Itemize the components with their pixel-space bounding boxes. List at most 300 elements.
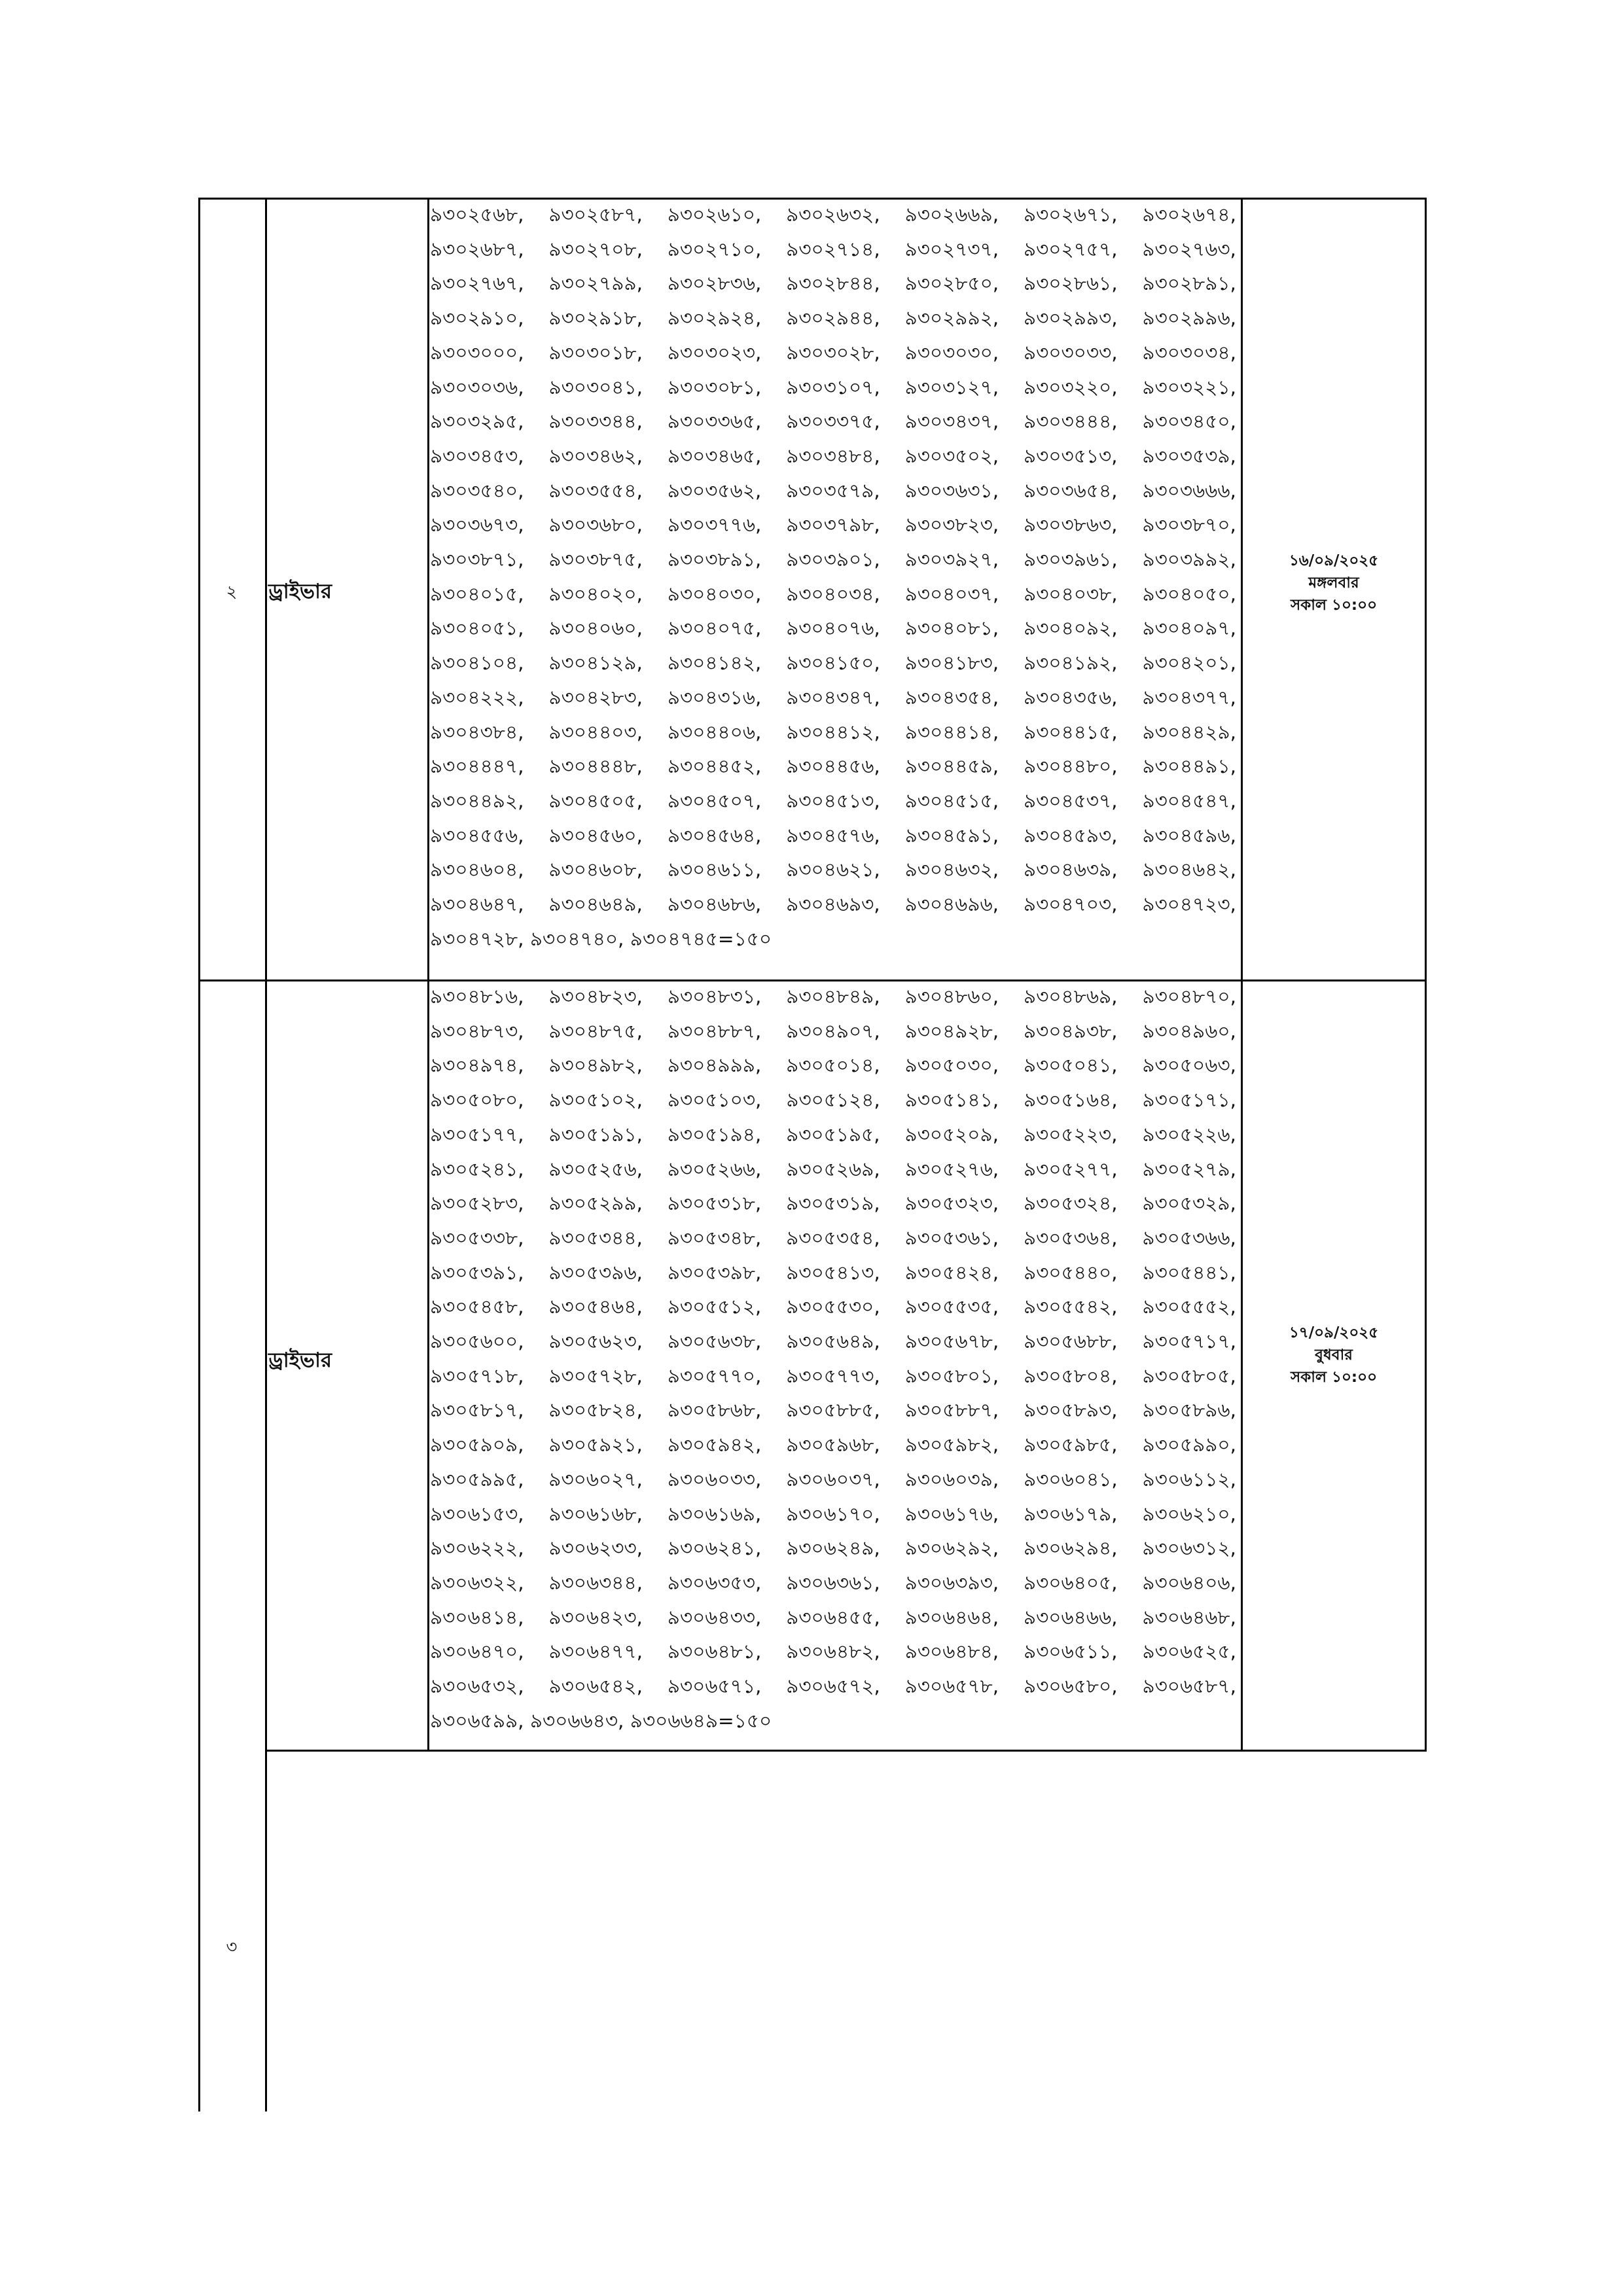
roll-number: ৯৩০২৫৬৮, [430,203,524,226]
roll-number: ৯৩০৪৬০৮, [548,858,643,881]
roll-number: ৯৩০৩২২০, [1023,376,1118,398]
roll-line [430,1669,1236,1704]
roll-number: ৯৩০৫১২৪, [786,1089,880,1112]
roll-number: ৯৩০৬৪৮২, [786,1640,880,1663]
roll-number: ৯৩০৫৩২৯, [1142,1192,1236,1215]
roll-number: ৯৩০২৬৩২, [786,203,880,226]
roll-number: ৯৩০৬৫৯৯, ৯৩০৬৬৪৩, ৯৩০৬৬৪৯=১৫০ [430,1709,772,1732]
roll-number: ৯৩০৪০৫০, [1142,582,1236,605]
table-column-divider-serial [265,198,267,2111]
post-name: ড্রাইভার [268,580,332,603]
roll-number: ৯৩০৪০৩৪, [786,582,880,605]
roll-number: ৯৩০৩৮৭৫, [548,548,643,571]
roll-number: ৯৩০৫৮৬৮, [667,1399,762,1422]
roll-number: ৯৩০৬৪৬৬, [1023,1606,1118,1629]
roll-number: ৯৩০৩০৩০, [904,341,999,364]
exam-time: সকাল ১০:০০ [1290,1369,1378,1386]
roll-number: ৯৩০৬৪১৪, [430,1606,524,1629]
roll-line [430,266,1236,301]
roll-line [430,404,1236,439]
roll-number: ৯৩০৩০২৩, [667,341,762,364]
roll-line [430,646,1236,680]
roll-number: ৯৩০২৬৭৪, [1142,203,1236,226]
roll-line [430,301,1236,336]
roll-number: ৯৩০২৭৯৯, [548,272,643,295]
roll-number: ৯৩০৫৩৬৬, [1142,1226,1236,1249]
post-name: ড্রাইভার [268,1349,332,1372]
roll-number: ৯৩০৬৫১১, [1024,1640,1118,1663]
roll-number: ৯৩০২৭৬৩, [1142,238,1236,260]
roll-number: ৯৩০২৯৯২, [904,307,999,330]
roll-number: ৯৩০৪১৫০, [786,652,880,675]
roll-line [430,1014,1236,1049]
roll-line [430,1152,1236,1187]
roll-number: ৯৩০৫৯০৯, [430,1434,524,1457]
roll-number: ৯৩০৫৭১৭, [1142,1330,1236,1353]
roll-number: ৯৩০৬৪৮৪, [904,1640,999,1663]
roll-line [430,577,1236,612]
roll-number: ৯৩০৫৯৬৮, [786,1434,880,1457]
roll-number: ৯৩০৫৩৪৪, [548,1226,643,1249]
roll-number: ৯৩০৫৩৯৬, [548,1261,643,1284]
roll-number: ৯৩০৫১৯১, [548,1123,643,1146]
roll-number: ৯৩০৪৩৪৭, [786,686,880,709]
roll-number: ৯৩০৪৪৫৬, [786,755,880,778]
roll-number: ৯৩০৫২৮৩, [430,1192,524,1215]
roll-number: ৯৩০৩৫১৩, [1024,444,1118,467]
roll-number: ৯৩০৪৫০৫, [548,789,643,812]
roll-number: ৯৩০৩৩৬৫, [667,410,762,433]
roll-number: ৯৩০৪৯০৭, [786,1019,880,1042]
roll-number: ৯৩০৩০১৮, [548,341,643,364]
roll-number: ৯৩০২৮৯১, [1142,272,1236,295]
roll-number: ৯৩০৩৬৭৩, [430,514,524,537]
roll-number: ৯৩০৫৯৮২, [904,1434,999,1457]
roll-number: ৯৩০২৭০৮, [548,238,643,260]
roll-number: ৯৩০৫৪৬৪, [548,1296,643,1318]
roll-number: ৯৩০৩০৪১, [548,376,643,398]
roll-number: ৯৩০৪৪৪৭, [430,755,524,778]
roll-number: ৯৩০৪৩৮৪, [430,720,524,743]
roll-line [430,715,1236,750]
roll-number: ৯৩০৫৩৯১, [430,1261,524,1284]
roll-number: ৯৩০৬০৩৩, [667,1468,762,1491]
roll-number: ৯৩০২৬১০, [667,203,762,226]
roll-number: ৯৩০৪৪৯২, [430,789,524,812]
roll-number: ৯৩০৪০৮১, [904,617,999,640]
serial-number: ৩ [226,1937,238,1957]
roll-number: ৯৩০৫২০৯, [904,1123,999,1146]
roll-number: ৯৩০৬২৪৯, [786,1537,880,1560]
roll-number: ৯৩০৩০৩৪, [1142,341,1236,364]
roll-line [430,1221,1236,1256]
roll-number: ৯৩০৬৫৭২, [786,1675,880,1698]
roll-number: ৯৩০৪৭২৮, ৯৩০৪৭৪০, ৯৩০৪৭৪৫=১৫০ [430,927,772,950]
roll-number: ৯৩০৩৩৪৪, [548,410,643,433]
roll-line [430,1290,1236,1324]
roll-number: ৯৩০৪৪০৩, [548,720,643,743]
roll-number: ৯৩০৫৫৪২, [1024,1296,1118,1318]
roll-number: ৯৩০৪৯২৮, [904,1019,999,1042]
roll-line [430,1497,1236,1532]
roll-number: ৯৩০২৭৬৭, [430,272,524,295]
roll-number: ৯৩০২৬৮৭, [430,238,524,260]
roll-number: ৯৩০৪৯৯৯, [667,1054,762,1077]
roll-number: ৯৩০৬৫৭৮, [904,1675,999,1698]
roll-number: ৯৩০৫৩২৩, [904,1192,999,1215]
roll-number: ৯৩০৫১৬৪, [1024,1089,1118,1112]
roll-number: ৯৩০৫৫৩০, [786,1296,880,1318]
roll-number: ৯৩০৪৮৭৫, [548,1019,643,1042]
roll-number: ৯৩০৪৮৭০, [1142,985,1236,1008]
roll-number: ৯৩০৬৫৪২, [548,1675,643,1698]
roll-number: ৯৩০৪০২০, [548,582,643,605]
exam-time: সকাল ১০:০০ [1290,597,1378,614]
roll-number: ৯৩০৪০৭৫, [667,617,762,640]
roll-number: ৯৩০৫০৩০, [904,1054,999,1077]
roll-number: ৯৩০৪৮৭৩, [430,1019,524,1042]
roll-number: ৯৩০৬১৫৩, [430,1502,524,1525]
roll-number: ৯৩০৫৮৮৫, [786,1399,880,1422]
roll-number: ৯৩০৪৯৮২, [548,1054,643,1077]
roll-number: ৯৩০৪০৫১, [430,617,524,640]
roll-number: ৯৩০৫৬৮৮, [1024,1330,1118,1353]
roll-number: ৯৩০৫২৭৭, [1024,1157,1118,1180]
roll-number: ৯৩০৬২৯২, [904,1537,999,1560]
roll-line [430,819,1236,853]
roll-number: ৯৩০৩৪৬৫, [667,444,762,467]
roll-number: ৯৩০৬৩৫৩, [667,1571,762,1594]
roll-number: ৯৩০৬৪০৬, [1142,1571,1236,1594]
roll-number: ৯৩০৫৪২৪, [904,1261,999,1284]
roll-number: ৯৩০৫৬৭৮, [904,1330,999,1353]
roll-number: ৯৩০৩০৩৬, [430,376,524,398]
roll-number: ৯৩০২৭১০, [667,238,762,260]
roll-line [430,1393,1236,1428]
roll-number: ৯৩০৫৬২৩, [548,1330,643,1353]
roll-number: ৯৩০৫০৮০, [430,1089,524,1112]
roll-number: ৯৩০৫৮৯৬, [1142,1399,1236,1422]
roll-number: ৯৩০৪৪৪৮, [548,755,643,778]
roll-number: ৯৩০৪২৮৩, [548,686,643,709]
roll-line [430,1428,1236,1462]
roll-number: ৯৩০৫৫৩৫, [904,1296,999,1318]
roll-number: ৯৩০৪৮২৩, [548,985,643,1008]
roll-number: ৯৩০৪০৭৬, [786,617,880,640]
roll-number: ৯৩০৪১০৪, [430,652,524,675]
roll-number: ৯৩০২৭৩৭, [904,238,999,260]
roll-number: ৯৩০৩২৯৫, [430,410,524,433]
roll-number: ৯৩০৪৪৫৯, [904,755,999,778]
roll-number: ৯৩০৪১৮৩, [904,652,999,675]
roll-number: ৯৩০৬৩৯৩, [904,1571,999,1594]
roll-number: ৯৩০৬৪৩৩, [667,1606,762,1629]
roll-line [430,922,1236,957]
roll-number: ৯৩০৬০৩৯, [904,1468,999,1491]
roll-number: ৯৩০৪৮৬৯, [1024,985,1118,1008]
roll-number: ৯৩০৫২৯৯, [548,1192,643,1215]
roll-number: ৯৩০৩৯২৭, [904,548,999,571]
roll-number: ৯৩০৪৪১৪, [904,720,999,743]
roll-number: ৯৩০৪০৩৭, [904,582,999,605]
roll-line [430,1083,1236,1118]
roll-number: ৯৩০২৮৫০, [904,272,999,295]
roll-number: ৯৩০৪১৯২, [1024,652,1118,675]
roll-number: ৯৩০৩২২১, [1142,376,1236,398]
roll-line [430,1566,1236,1600]
roll-number: ৯৩০৪৫৬৪, [667,824,762,847]
roll-number: ৯৩০৫৮২৪, [548,1399,643,1422]
roll-line [430,508,1236,542]
roll-number: ৯৩০৩৮৭১, [430,548,524,571]
roll-number: ৯৩০৩৭৯৮, [786,514,880,537]
roll-number: ৯৩০৪৮৪৯, [786,985,880,1008]
roll-number: ৯৩০৫৫১২, [667,1296,762,1318]
roll-number: ৯৩০৩৩৭৫, [786,410,880,433]
roll-number: ৯৩০৪৬১১, [667,858,762,881]
table-column-divider-post [427,198,429,1752]
roll-line [430,1462,1236,1497]
roll-number: ৯৩০৬১৬৮, [548,1502,643,1525]
roll-number: ৯৩০৫৪৫৮, [430,1296,524,1318]
roll-number: ৯৩০৩০০০, [430,341,524,364]
roll-number: ৯৩০৫৪৪০, [1024,1261,1118,1284]
roll-number: ৯৩০৫৩২৪, [1023,1192,1118,1215]
roll-number: ৯৩০৫২৬৯, [786,1157,880,1180]
roll-line [430,370,1236,405]
roll-line [430,1186,1236,1221]
roll-number: ৯৩০২৯৯৬, [1142,307,1236,330]
roll-number: ৯৩০৫০৬৩, [1142,1054,1236,1077]
roll-number: ৯৩০২৭১৪, [786,238,880,260]
roll-line [430,784,1236,819]
roll-number: ৯৩০৬০২৭, [548,1468,643,1491]
roll-number: ৯৩০২৭৫৭, [1023,238,1118,260]
roll-number: ৯৩০৫৮০৫, [1142,1364,1236,1387]
roll-number: ৯৩০৩৫৩৯, [1142,444,1236,467]
roll-number: ৯৩০৪৬৩২, [904,858,999,881]
roll-line [430,439,1236,474]
roll-number: ৯৩০৪৫৫৬, [430,824,524,847]
roll-number: ৯৩০২৯১৮, [548,307,643,330]
roll-number: ৯৩০৫৩৩৮, [430,1226,524,1249]
roll-number: ৯৩০৪১২৯, [548,652,643,675]
roll-number: ৯৩০৫২২৬, [1142,1123,1236,1146]
roll-number: ৯৩০৫৭৭০, [667,1364,762,1387]
roll-number: ৯৩০৪৪১৫, [1024,720,1118,743]
roll-number: ৯৩০৪৯৬০, [1142,1019,1236,1042]
roll-number: ৯৩০৪৭০৩, [1023,893,1118,916]
roll-number: ৯৩০৪৪৯১, [1142,755,1236,778]
roll-number: ৯৩০৪৬৪২, [1142,858,1236,881]
roll-line [430,749,1236,784]
roll-number: ৯৩০৩৫০২, [904,444,999,467]
roll-number: ৯৩০৪৬০৪, [430,858,524,881]
roll-number: ৯৩০৩১২৭, [904,376,999,398]
table-border-right [1425,198,1427,1752]
roll-number: ৯৩০৪৬৮৬, [667,893,762,916]
roll-number: ৯৩০৩৮৬৩, [1023,514,1118,537]
roll-line [430,232,1236,267]
roll-number: ৯৩০৩৯৬১, [1024,548,1118,571]
roll-number: ৯৩০৩৫৪০, [430,479,524,502]
roll-line [430,336,1236,370]
roll-number: ৯৩০৫২৫৬, [548,1157,643,1180]
roll-number: ৯৩০৩৪৫০, [1142,410,1236,433]
roll-line [430,1704,1236,1739]
roll-number: ৯৩০৫৮১৭, [430,1399,524,1422]
roll-number: ৯৩০৫৮০৪, [1024,1364,1118,1387]
roll-number: ৯৩০৪৩৫৪, [904,686,999,709]
roll-number: ৯৩০৩৯০১, [786,548,880,571]
roll-number: ৯৩০৫৩১৮, [667,1192,762,1215]
roll-number: ৯৩০৪৫৭৬, [786,824,880,847]
roll-number: ৯৩০৪৮১৬, [430,985,524,1008]
roll-number: ৯৩০৩৬৩১, [904,479,999,502]
roll-line [430,611,1236,646]
roll-number: ৯৩০৩৯৯২, [1142,548,1236,571]
roll-number: ৯৩০৬১৭০, [786,1502,880,1525]
roll-number: ৯৩০৩৪৫৩, [430,444,524,467]
roll-number: ৯৩০৪৬৪৭, [430,893,524,916]
roll-line [430,1634,1236,1669]
roll-number: ৯৩০৫১৯৪, [667,1123,762,1146]
roll-number: ৯৩০৫১৭৭, [430,1123,524,1146]
roll-number: ৯৩০৬১৭৯, [1023,1502,1118,1525]
table-column-divider-rolls [1241,198,1243,1752]
roll-number: ৯৩০৪৬৩৯, [1024,858,1118,881]
roll-number: ৯৩০৫১৯৫, [786,1123,880,1146]
roll-number: ৯৩০৫৫৫২, [1142,1296,1236,1318]
roll-number: ৯৩০৩০৩৩, [1024,341,1118,364]
roll-number: ৯৩০৪০৩০, [667,582,762,605]
roll-number: ৯৩০৩৪৮৪, [786,444,880,467]
roll-number: ৯৩০৬৪৫৫, [786,1606,880,1629]
roll-number: ৯৩০৪৭২৩, [1142,893,1236,916]
exam-date: ১৬/০৯/২০২৫ [1289,552,1379,569]
roll-number: ৯৩০৫২৬৬, [667,1157,762,1180]
roll-number: ৯৩০৬৫৩২, [430,1675,524,1698]
roll-number: ৯৩০৪৫৬০, [548,824,643,847]
roll-number: ৯৩০৪৪১২, [786,720,880,743]
exam-day: বুধবার [1315,1347,1353,1364]
roll-line [430,680,1236,715]
row-divider-2 [265,1750,1427,1752]
roll-number: ৯৩০২৯১০, [430,307,524,330]
roll-number: ৯৩০৬৪৬৪, [904,1606,999,1629]
exam-schedule [1243,1322,1425,1388]
roll-number: ৯৩০৫৩৬৪, [1023,1226,1118,1249]
roll-number: ৯৩০৫৩৯৮, [667,1261,762,1284]
roll-number: ৯৩০২৮৩৬, [667,272,762,295]
roll-number: ৯৩০৪০৯২, [1024,617,1118,640]
roll-number: ৯৩০৫২৭৬, [904,1157,999,1180]
serial-number: ২ [226,582,238,602]
roll-number: ৯৩০৫২৭৯, [1142,1157,1236,1180]
roll-number: ৯৩০৬২৪১, [667,1537,762,1560]
roll-number: ৯৩০৫৯৮৫, [1024,1434,1118,1457]
roll-number: ৯৩০৪০১৫, [430,582,524,605]
roll-line [430,1531,1236,1566]
roll-number: ৯৩০৩০৮১, [667,376,762,398]
roll-number: ৯৩০৫৩১৯, [786,1192,880,1215]
roll-number: ৯৩০৩০২৮, [786,341,880,364]
roll-number: ৯৩০৪১৪২, [667,652,762,675]
exam-day: মঙ্গলবার [1308,574,1359,592]
roll-number: ৯৩০৪৬৯৩, [786,893,880,916]
roll-number: ৯৩০৬২৩৩, [548,1537,643,1560]
roll-number: ৯৩০৪০৬০, [548,617,643,640]
roll-number: ৯৩০৬০৩৭, [786,1468,880,1491]
roll-number: ৯৩০৩৭৭৬, [667,514,762,537]
roll-number: ৯৩০৫৯৯৫, [430,1468,524,1491]
roll-number: ৯৩০৪৫৯৩, [1024,824,1118,847]
roll-line [430,853,1236,887]
roll-line [430,1324,1236,1359]
roll-number: ৯৩০৪৫৯৬, [1142,824,1236,847]
roll-number: ৯৩০৪৪৫২, [667,755,762,778]
roll-number: ৯৩০৫৭১৮, [430,1364,524,1387]
roll-number: ৯৩০৬৪৮১, [667,1640,762,1663]
roll-number: ৯৩০৪২২২, [430,686,524,709]
roll-number: ৯৩০৫২২৩, [1023,1123,1118,1146]
roll-number: ৯৩০৬২৯৪, [1024,1537,1118,1560]
roll-number: ৯৩০২৯২৪, [667,307,762,330]
roll-number: ৯৩০৪৪৮০, [1024,755,1118,778]
roll-number: ৯৩০৪৫৩৭, [1024,789,1118,812]
roll-number: ৯৩০৪৫১৫, [904,789,999,812]
roll-line [430,980,1236,1014]
roll-number: ৯৩০৩৫৭৯, [786,479,880,502]
roll-number: ৯৩০৪৮৬০, [904,985,999,1008]
roll-number: ৯৩০৫৬৪৯, [786,1330,880,1353]
roll-number: ৯৩০২৯৪৪, [786,307,880,330]
roll-number: ৯৩০৪৬৪৯, [548,893,643,916]
roll-number: ৯৩০৪৯৭৪, [430,1054,524,1077]
roll-line [430,1118,1236,1152]
roll-number: ৯৩০৫৪৪১, [1142,1261,1236,1284]
roll-line [430,1256,1236,1290]
roll-number: ৯৩০৪৫০৭, [667,789,762,812]
roll-number: ৯৩০৬৪৭৭, [548,1640,643,1663]
roll-number: ৯৩০৬১৭৬, [904,1502,999,1525]
roll-number: ৯৩০৫২৪১, [430,1157,524,1180]
roll-number: ৯৩০৫৮৮৭, [904,1399,999,1422]
roll-number: ৯৩০৪৫৯১, [904,824,999,847]
table-border-left [198,198,200,2111]
roll-number: ৯৩০৩৫৫৪, [548,479,643,502]
exam-date: ১৭/০৯/২০২৫ [1289,1324,1379,1341]
roll-number: ৯৩০৬০৪১, [1024,1468,1118,1491]
roll-number: ৯৩০৬১১২, [1142,1468,1236,1491]
roll-number: ৯৩০৫১৪১, [904,1089,999,1112]
roll-line [430,1359,1236,1394]
roll-number: ৯৩০৪২০১, [1142,652,1236,675]
roll-line [430,887,1236,922]
roll-line [430,1048,1236,1083]
roll-number: ৯৩০৩৬৬৬, [1142,479,1236,502]
roll-number: ৯৩০৫৭৭৩, [786,1364,880,1387]
roll-number: ৯৩০৫৬৩৮, [667,1330,762,1353]
roll-numbers [430,980,1236,1738]
roll-number: ৯৩০৩৬৫৪, [1023,479,1118,502]
roll-number: ৯৩০৫০১৪, [786,1054,880,1077]
roll-number: ৯৩০৪৯৩৮, [1024,1019,1118,1042]
roll-number: ৯৩০৪৩৭৭, [1142,686,1236,709]
roll-number: ৯৩০৩৮৯১, [667,548,762,571]
roll-number: ৯৩০৪০৩৮, [1024,582,1118,605]
roll-line [430,474,1236,508]
